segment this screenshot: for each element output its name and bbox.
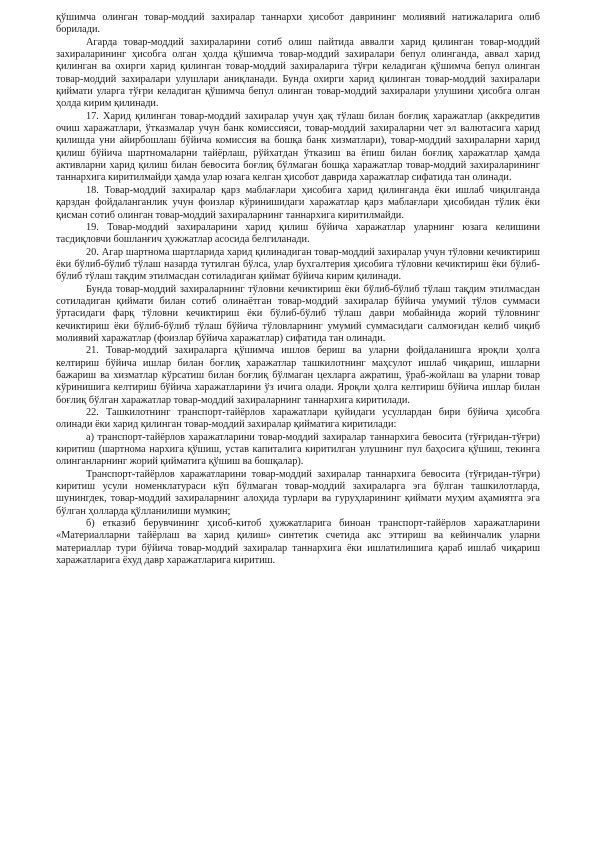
- paragraph-continuation: қўшимча олинган товар-моддий захиралар таннархи ҳисобот даврининг молиявий натижаларига олиб борилади.: [56, 12, 540, 36]
- paragraph-18: 18. Товар-моддий захиралар қарз маблағлари ҳисобига харид қилинганда ёки ишлаб чиқилганда қарздан фойдаланганлик учун фоизлар кўринишидаги харажатлар қарз маблағлари ҳисобидан тўлик ёки қисман сотиб олинган товар-моддий захираларнинг таннархига киритилмайди.: [56, 184, 540, 221]
- paragraph-21: 21. Товар-моддий захираларга қўшимча ишлов бериш ва уларни фойдаланишга яроқли ҳолга келтириш бўйича ишлар билан боғлиқ харажатлар ташкилотнинг маҳсулот ишлаб чиқариш, ишларни бажариш ва хизматлар кўрсатиш билан боғлиқ бўлмаган цехларга ажратиш, ўраб-жойлаш ва уларни товар кўринишига келтириш бўйича харажатларини ўз ичига олади. Яроқли ҳолга келтириш бўйича ишлар билан боғлиқ бўлган харажатлар товар-моддий захираларнинг таннархига киритилади.: [56, 345, 540, 406]
- paragraph-20-deferred: Бунда товар-моддий захираларнинг тўловни кечиктириш ёки бўлиб-бўлиб тўлаш тақдим этилмасдан сотиладиган қиймати билан сотиб олинаётган товар-моддий захиралар бўйича умумий тўлов суммаси ўртасидаги фарқ тўловни кечиктириш ёки бўлиб-бўлиб тўлаш даври мобайнида жорий тўловнинг кечиктириш ёки бўлиб-бўлиб тўлаш бўйича тўловларнинг умумий суммасидаги салмоғидан келиб чиқиб молиявий харажатлар (фоизлар бўйича харажатлар) сифатида тан олинади.: [56, 283, 540, 344]
- paragraph-17: 17. Харид қилинган товар-моддий захиралар учун ҳақ тўлаш билан боғлиқ харажатлар (аккредитив очиш харажатлари, ўтказмалар учун банк комиссияси, товар-моддий захираларни чет эл валютасига харид қилишда уни айирбошлаш бўйича комиссия ва бошқа банк хизматлари), товар-моддий захираларни харид қилиш бўйича шартномаларни тайёрлаш, рўйхатдан ўтказиш ва ёпиш билан боғлиқ харажатлар ҳамда активларни харид қилиш билан бевосита боғлиқ бўлмаган бошқа харажатлар товар-моддий захираларининг таннархига киритилмайди ҳамда улар юзага келган ҳисобот даврида харажатлар сифатида тан олинади.: [56, 110, 540, 184]
- paragraph-19: 19. Товар-моддий захираларини харид қилиш бўйича харажатлар уларнинг юзага келишини тасдиқловчи бошланғич ҳужжатлар асосида белгиланади.: [56, 221, 540, 246]
- paragraph-22-a: а) транспорт-тайёрлов харажатларини товар-моддий захиралар таннархига бевосита (тўғридан-тўғри) киритиш (шартнома нархига қўшиш, устав капиталига киритилган улушнинг пул баҳосига қўшиш, текинга олинганларнинг жорий қийматига қўшиш ва бошқалар).: [56, 431, 540, 468]
- paragraph-22-a-note: Транспорт-тайёрлов харажатларини товар-моддий захиралар таннархига бевосита (тўғридан-тўғри) киритиш усули номенклатураси кўп бўлмаган товар-моддий захираларга эга бўлган ташкилотларда, шунингдек, товар-моддий захираларнинг алоҳида турлари ва гуруҳларининг қиймати муҳим аҳамиятга эга бўлган ҳолларда қўлланилиши мумкин;: [56, 468, 540, 517]
- paragraph-22-b: б) етказиб берувчининг ҳисоб-китоб ҳужжатларига биноан транспорт-тайёрлов харажатларини «Материалларни тайёрлаш ва харид қилиш» синтетик счетида акс эттириш ва кейинчалик уларни материаллар тури бўйича товар-моддий захиралар таннархига ёки ишлатилишига қараб ишлаб чиқариш харажатларига ёхуд давр харажатларига киритиш.: [56, 518, 540, 567]
- paragraph-20: 20. Агар шартнома шартларида харид қилинадиган товар-моддий захиралар учун тўловни кечиктириш ёки бўлиб-бўлиб тўлаш назарда тутилган бўлса, улар бухгалтерия ҳисобига тўловни кечиктириш ёки бўлиб-бўлиб тўлаш тақдим этилмасдан сотиладиган қиймат бўйича кирим қилинади.: [56, 246, 540, 283]
- document-page: [56, 12, 540, 567]
- paragraph-free-inventory: Агарда товар-моддий захираларини сотиб олиш пайтида аввалги харид қилинган товар-моддий захираларининг ҳисобга олган ҳолда қўшимча товар-моддий захиралари бепул олинганда, аввал харид қилинган ва охирги харид қилинган товар-моддий захираларига тўғри келадиган қўшимча бепул олинган товар-моддий захиралари улушлари аниқланади. Бунда охирги харид қилинган товар-моддий захиралари қиймати уларга тўғри келадиган қўшимча бепул олинган товар-моддий захиралари улушини ҳисобга олган ҳолда кирим қилинади.: [56, 36, 540, 110]
- paragraph-22: 22. Ташкилотнинг транспорт-тайёрлов харажатлари қуйидаги усуллардан бири бўйича ҳисобга олинади ёки харид қилинган товар-моддий захиралар қийматига киритилади:: [56, 407, 540, 431]
